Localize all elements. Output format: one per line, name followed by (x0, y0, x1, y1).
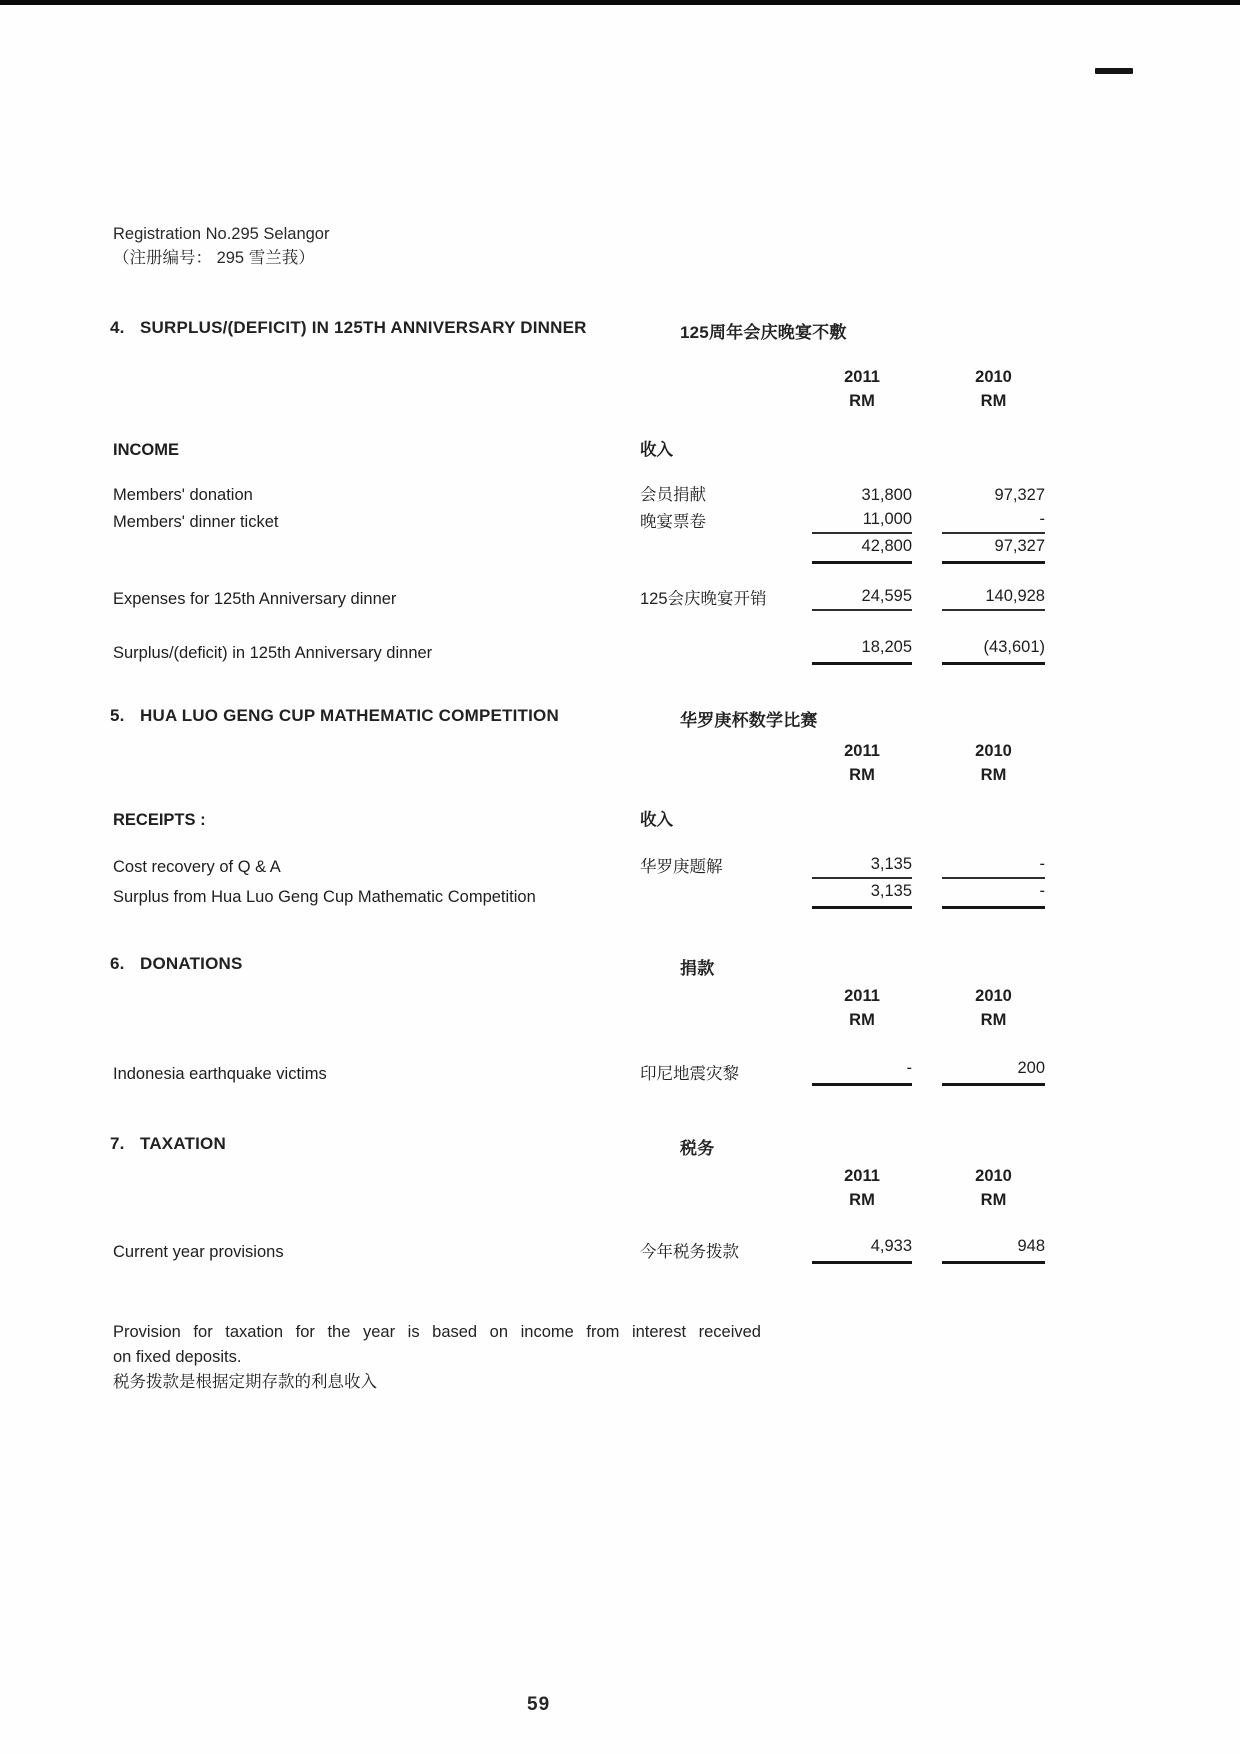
value-2010: 97,327 (942, 534, 1045, 564)
section-5-title: HUA LUO GENG CUP MATHEMATIC COMPETITION (140, 706, 559, 725)
value-2010: - (942, 852, 1045, 879)
income-subheader-zh: 收入 (640, 441, 673, 459)
currency-label-2010: RM (980, 392, 1007, 410)
section-5-number: 5. (110, 706, 125, 725)
table-row (0, 852, 1240, 879)
year-2010-label: 2010 (975, 1167, 1012, 1185)
table-row (0, 483, 1240, 507)
value-2010: 97,327 (994, 486, 1045, 504)
section-7-title: TAXATION (140, 1134, 226, 1153)
table-row-total (0, 1056, 1240, 1086)
value-2011: 24,595 (812, 584, 912, 611)
value-2010: 200 (942, 1056, 1045, 1086)
row-label: Indonesia earthquake victims (113, 1065, 327, 1083)
table-row (0, 584, 1240, 611)
row-label: Surplus/(deficit) in 125th Anniversary dinner (113, 644, 433, 662)
row-label-zh: 会员捐献 (640, 486, 706, 504)
row-label-zh: 125会庆晚宴开销 (640, 590, 767, 608)
section-7-title-zh: 税务 (680, 1139, 715, 1158)
receipts-subheader-row (0, 808, 1240, 832)
row-label: Current year provisions (113, 1243, 284, 1261)
value-2011: 11,000 (812, 507, 912, 534)
currency-label-2011: RM (849, 1191, 875, 1209)
currency-label-2011: RM (849, 1011, 875, 1029)
section-6-year-header (0, 984, 1240, 1008)
value-2011: 3,135 (812, 852, 912, 879)
value-2011: - (812, 1056, 912, 1086)
year-2011-label: 2011 (844, 987, 880, 1005)
section-5-currency-header (0, 763, 1240, 787)
section-4-year-header (0, 365, 1240, 389)
section-7-number: 7. (110, 1134, 125, 1153)
section-4-currency-header (0, 389, 1240, 413)
section-5-year-header (0, 739, 1240, 763)
section-4-title-zh: 125周年会庆晚宴不敷 (680, 323, 847, 342)
table-row-total (0, 1234, 1240, 1264)
value-2011: 4,933 (812, 1234, 912, 1264)
year-2011-label: 2011 (844, 742, 880, 760)
income-subheader: INCOME (113, 441, 179, 459)
registration-line-en: Registration No.295 Selangor (113, 225, 330, 243)
taxation-note-line3-zh: 税务拨款是根据定期存款的利息收入 (113, 1373, 377, 1391)
taxation-note (113, 1320, 761, 1395)
year-2011-label: 2011 (844, 1167, 880, 1185)
section-5-title-zh: 华罗庚杯数学比赛 (680, 711, 818, 730)
currency-label-2010: RM (980, 1191, 1007, 1209)
value-2011: 31,800 (861, 486, 912, 504)
currency-label-2011: RM (849, 766, 875, 784)
section-6-title-zh: 捐款 (680, 959, 715, 978)
value-2010: - (942, 879, 1045, 909)
table-row-subtotal (0, 534, 1240, 564)
currency-label-2011: RM (849, 392, 875, 410)
year-2010-label: 2010 (975, 368, 1012, 386)
section-4-title: SURPLUS/(DEFICIT) IN 125TH ANNIVERSARY DINNER (140, 318, 587, 337)
section-6-number: 6. (110, 954, 125, 973)
taxation-note-line2: on fixed deposits. (113, 1348, 242, 1366)
value-2010: - (942, 507, 1045, 534)
row-label-zh: 晚宴票卷 (640, 513, 706, 531)
currency-label-2010: RM (980, 1011, 1007, 1029)
value-2011: 42,800 (812, 534, 912, 564)
value-2010: (43,601) (942, 635, 1045, 665)
section-5-heading (0, 706, 1240, 731)
section-6-heading (0, 954, 1240, 979)
page-number: 59 (527, 1694, 551, 1715)
row-label-zh: 华罗庚题解 (640, 858, 723, 876)
year-2010-label: 2010 (975, 742, 1012, 760)
row-label: Expenses for 125th Anniversary dinner (113, 590, 397, 608)
value-2010: 948 (942, 1234, 1045, 1264)
section-7-heading (0, 1134, 1240, 1159)
table-row (0, 507, 1240, 534)
row-label: Cost recovery of Q & A (113, 858, 281, 876)
section-4-number: 4. (110, 318, 125, 337)
registration-header (113, 222, 1240, 270)
section-4-heading (0, 318, 1240, 343)
section-7-year-header (0, 1164, 1240, 1188)
value-2011: 18,205 (812, 635, 912, 665)
row-label-zh: 今年税务拨款 (640, 1243, 739, 1261)
table-row-total (0, 635, 1240, 665)
value-2011: 3,135 (812, 879, 912, 909)
value-2010: 140,928 (942, 584, 1045, 611)
row-label: Members' donation (113, 486, 253, 504)
row-label-zh: 印尼地震灾黎 (640, 1065, 739, 1083)
receipts-subheader: RECEIPTS : (113, 811, 206, 829)
income-subheader-row (0, 438, 1240, 462)
table-row-total (0, 879, 1240, 909)
section-6-title: DONATIONS (140, 954, 243, 973)
row-label: Surplus from Hua Luo Geng Cup Mathematic Competition (113, 888, 536, 906)
year-2010-label: 2010 (975, 987, 1012, 1005)
row-label: Members' dinner ticket (113, 513, 279, 531)
receipts-subheader-zh: 收入 (640, 811, 673, 829)
currency-label-2010: RM (980, 766, 1007, 784)
section-6-currency-header (0, 1008, 1240, 1032)
taxation-note-line1: Provision for taxation for the year is based on income from interest received (113, 1323, 761, 1341)
year-2011-label: 2011 (844, 368, 880, 386)
registration-line-zh: （注册编号： 295 雪兰莪） (113, 249, 315, 267)
section-7-currency-header (0, 1188, 1240, 1212)
